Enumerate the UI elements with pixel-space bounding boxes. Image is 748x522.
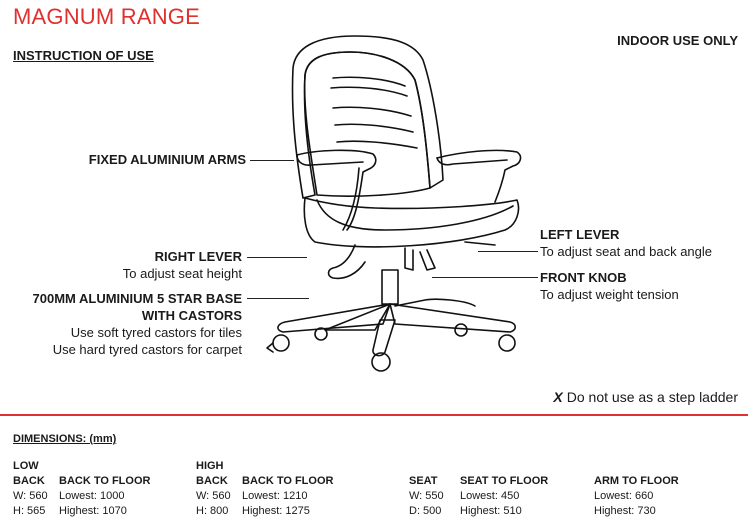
seat-width: W: 550 <box>409 490 444 502</box>
high-back-width: W: 560 <box>196 490 231 502</box>
high-back-height: H: 800 <box>196 505 229 517</box>
right-lever-leader-line <box>247 257 307 258</box>
low-back-header: BACK TO FLOOR <box>59 475 151 487</box>
instruction-heading: INSTRUCTION OF USE <box>13 48 154 63</box>
front-knob-leader-line <box>432 277 538 278</box>
seat-depth: D: 500 <box>409 505 442 517</box>
arms-label <box>89 151 246 168</box>
arm-lowest: Lowest: 660 <box>594 490 654 502</box>
seat-lowest: Lowest: 450 <box>460 490 520 502</box>
base-label <box>33 290 242 358</box>
high-back-lowest: Lowest: 1210 <box>242 490 308 502</box>
office-chair-drawing <box>255 30 535 375</box>
warning-text: Do not use as a step ladder <box>566 389 738 405</box>
x-mark-icon: X <box>553 389 563 405</box>
low-back-highest: Highest: 1070 <box>59 505 127 517</box>
high-back-label-line1: HIGH <box>196 460 224 472</box>
base-desc-line2: Use hard tyred castors for carpet <box>52 342 242 357</box>
base-title-line1: 700MM ALUMINIUM 5 STAR BASE <box>32 291 242 306</box>
seat-dimensions <box>409 474 548 519</box>
right-lever-desc: To adjust seat height <box>122 266 242 281</box>
left-lever-title: LEFT LEVER <box>540 227 620 242</box>
low-back-height: H: 565 <box>13 505 46 517</box>
seat-highest: Highest: 510 <box>460 505 522 517</box>
seat-header: SEAT TO FLOOR <box>460 475 549 487</box>
indoor-use-note: INDOOR USE ONLY <box>617 33 738 48</box>
low-back-dimensions <box>13 459 150 519</box>
base-desc-line1: Use soft tyred castors for tiles <box>70 325 242 340</box>
high-back-label-line2: BACK <box>196 475 228 487</box>
dimensions-heading: DIMENSIONS: (mm) <box>13 433 117 445</box>
left-lever-desc: To adjust seat and back angle <box>540 244 713 259</box>
low-back-width: W: 560 <box>13 490 48 502</box>
page-title: MAGNUM RANGE <box>13 4 200 29</box>
section-divider <box>0 414 748 416</box>
step-ladder-warning <box>553 389 738 405</box>
left-lever-label <box>540 226 712 260</box>
front-knob-title: FRONT KNOB <box>540 270 627 285</box>
front-knob-desc: To adjust weight tension <box>540 287 679 302</box>
front-knob-label <box>540 269 679 303</box>
right-lever-label <box>123 248 242 282</box>
high-back-header: BACK TO FLOOR <box>242 475 334 487</box>
base-leader-line <box>247 298 309 299</box>
high-back-dimensions <box>196 459 333 519</box>
right-lever-title: RIGHT LEVER <box>154 249 242 264</box>
high-back-highest: Highest: 1275 <box>242 505 310 517</box>
seat-label: SEAT <box>409 475 438 487</box>
arm-highest: Highest: 730 <box>594 505 656 517</box>
arm-dimensions <box>594 474 679 519</box>
arm-header: ARM TO FLOOR <box>594 475 679 487</box>
low-back-lowest: Lowest: 1000 <box>59 490 125 502</box>
arms-title: FIXED ALUMINIUM ARMS <box>88 152 246 167</box>
arms-leader-line <box>250 160 294 161</box>
left-lever-leader-line <box>478 251 538 252</box>
low-back-label-line1: LOW <box>13 460 39 472</box>
base-title-line2: WITH CASTORS <box>141 308 242 323</box>
low-back-label-line2: BACK <box>13 475 45 487</box>
